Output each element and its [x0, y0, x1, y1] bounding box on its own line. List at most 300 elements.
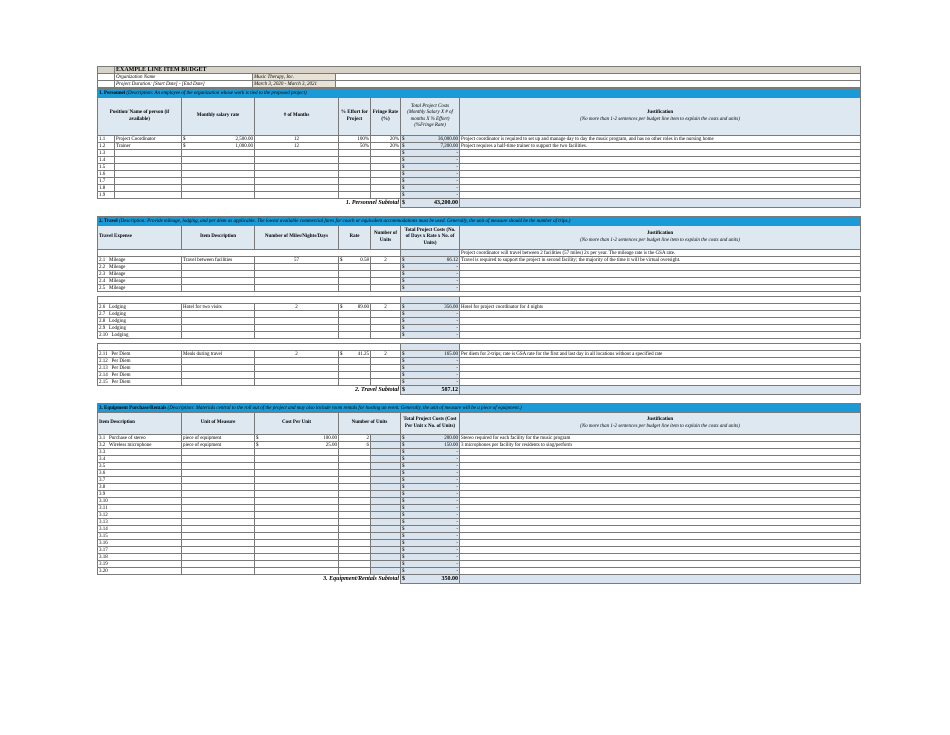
col-travel-total: Total Project Costs (No. of Days x Rate x No. of Units): [401, 226, 460, 250]
cost-cell[interactable]: [255, 470, 339, 477]
quantity-cell[interactable]: 2: [255, 351, 339, 358]
cost-cell[interactable]: [255, 568, 339, 575]
table-row: [98, 332, 861, 339]
justification-cell[interactable]: [460, 278, 861, 285]
salary-cell[interactable]: [182, 171, 255, 178]
effort-cell[interactable]: [339, 178, 371, 185]
cost-cell[interactable]: [255, 554, 339, 561]
cost-cell[interactable]: [255, 463, 339, 470]
item-description-cell[interactable]: [182, 358, 255, 365]
item-description-cell[interactable]: [182, 285, 255, 292]
months-cell[interactable]: [255, 185, 339, 192]
total-cell[interactable]: $ -: [402, 561, 458, 567]
quantity-cell[interactable]: [255, 278, 339, 285]
position-cell[interactable]: [115, 192, 182, 199]
justification-cell[interactable]: [460, 491, 861, 498]
cost-cell[interactable]: [255, 449, 339, 456]
total-cell[interactable]: $ -: [402, 463, 458, 469]
cost-cell[interactable]: [255, 456, 339, 463]
position-cell[interactable]: [115, 185, 182, 192]
fringe-cell[interactable]: [371, 185, 401, 192]
table-row: [98, 351, 861, 358]
justification-cell[interactable]: [460, 192, 861, 199]
total-cell[interactable]: $ -: [402, 554, 458, 560]
justification-cell[interactable]: [460, 264, 861, 271]
units-cell[interactable]: [371, 311, 401, 318]
total-cell[interactable]: $ -: [402, 547, 458, 553]
group-note-row: [98, 344, 861, 351]
units-cell[interactable]: [339, 449, 371, 456]
effort-cell[interactable]: [339, 185, 371, 192]
item-description-cell[interactable]: 3.17: [98, 547, 182, 554]
units-cell[interactable]: [339, 547, 371, 554]
salary-cell[interactable]: $ 2,500.00: [183, 136, 253, 142]
total-cell[interactable]: $ -: [402, 470, 458, 476]
cost-cell[interactable]: [255, 533, 339, 540]
col-equipment-justification: Justification (No more than 1-2 sentences per budget line item to explain the costs and units): [460, 413, 861, 435]
equipment-section-header: 3. Equipment Purchase/Rentals (Description: Materials central to the roll out of the project and may also include room rentals for hosting an event. Generally, the unit of measure will be a piece of equipment.): [98, 404, 861, 413]
position-cell[interactable]: [115, 171, 182, 178]
cost-cell[interactable]: [255, 561, 339, 568]
justification-cell[interactable]: 3 microphones per facility for residents to sing/perform: [460, 442, 861, 449]
total-cell[interactable]: $ -: [402, 332, 458, 338]
total-cell[interactable]: $ 36,000.00: [402, 136, 458, 142]
item-description-cell[interactable]: 3.10: [98, 498, 182, 505]
total-cell[interactable]: $ -: [402, 171, 458, 177]
quantity-cell[interactable]: [255, 325, 339, 332]
total-cell[interactable]: $ -: [402, 192, 458, 198]
item-description-cell[interactable]: 3.15: [98, 533, 182, 540]
justification-cell[interactable]: Project coordinator is required to set up and manage day to day the music program, and has no other roles in the nursing home: [460, 136, 861, 143]
total-cell[interactable]: $ 7,200.00: [402, 143, 458, 149]
cost-cell[interactable]: [255, 498, 339, 505]
months-cell[interactable]: [255, 171, 339, 178]
item-description-cell[interactable]: 3.4: [98, 456, 182, 463]
total-cell[interactable]: $ -: [402, 325, 458, 331]
rate-cell[interactable]: [339, 264, 371, 271]
item-description-cell[interactable]: 3.3: [98, 449, 182, 456]
item-description-cell[interactable]: 3.13: [98, 519, 182, 526]
item-description-cell[interactable]: Travel between facilities: [182, 257, 255, 264]
rate-cell[interactable]: [339, 325, 371, 332]
col-total: Total Project Costs (Monthly Salary X # of months X % Effort)(%Fringe Rate): [401, 98, 460, 136]
justification-cell[interactable]: [460, 365, 861, 372]
position-cell[interactable]: [115, 150, 182, 157]
justification-cell[interactable]: [460, 449, 861, 456]
total-cell[interactable]: $ -: [402, 505, 458, 511]
justification-cell[interactable]: [460, 332, 861, 339]
duration-label: Project Duration: [Start Date] - [End Date]: [115, 81, 253, 88]
justification-cell[interactable]: [460, 325, 861, 332]
duration-value[interactable]: March 3, 2020 - March 3, 2021: [253, 81, 336, 88]
units-cell[interactable]: [371, 379, 401, 386]
fringe-cell[interactable]: 20%: [371, 143, 401, 150]
total-cell[interactable]: $ -: [402, 449, 458, 455]
quantity-cell[interactable]: [255, 318, 339, 325]
units-cell[interactable]: [339, 484, 371, 491]
quantity-cell[interactable]: [255, 372, 339, 379]
position-cell[interactable]: Project Coordinator: [115, 136, 182, 143]
units-cell[interactable]: 2: [371, 304, 401, 311]
rate-cell[interactable]: $ 89.00: [340, 304, 369, 310]
salary-cell[interactable]: [182, 192, 255, 199]
rate-cell[interactable]: [339, 372, 371, 379]
units-cell[interactable]: [371, 285, 401, 292]
units-cell[interactable]: [371, 271, 401, 278]
item-description-cell[interactable]: 3.9: [98, 491, 182, 498]
cost-cell[interactable]: [255, 519, 339, 526]
effort-cell[interactable]: [339, 157, 371, 164]
table-row: [98, 264, 861, 271]
months-cell[interactable]: [255, 150, 339, 157]
rate-cell[interactable]: [339, 285, 371, 292]
unit-measure-cell[interactable]: [182, 540, 255, 547]
unit-measure-cell[interactable]: [182, 463, 255, 470]
travel-expense-cell: 2.11 Per Diem: [98, 351, 182, 358]
justification-cell[interactable]: Travel is required to support the project in second facility; the majority of the time it will be virtual oversight.: [460, 257, 861, 264]
group-note[interactable]: [460, 297, 861, 304]
justification-cell[interactable]: [460, 318, 861, 325]
units-cell[interactable]: [339, 505, 371, 512]
cost-cell[interactable]: [255, 484, 339, 491]
effort-cell[interactable]: [339, 171, 371, 178]
justification-cell[interactable]: [460, 498, 861, 505]
total-cell[interactable]: $ -: [402, 278, 458, 284]
unit-measure-cell[interactable]: [182, 449, 255, 456]
rate-cell[interactable]: [339, 332, 371, 339]
unit-measure-cell[interactable]: [182, 561, 255, 568]
fringe-cell[interactable]: [371, 171, 401, 178]
total-cell[interactable]: $ -: [402, 526, 458, 532]
units-cell[interactable]: [371, 318, 401, 325]
total-cell[interactable]: $ -: [402, 519, 458, 525]
justification-cell[interactable]: [460, 547, 861, 554]
total-cell[interactable]: $ 356.00: [402, 304, 458, 310]
unit-measure-cell[interactable]: [182, 526, 255, 533]
units-cell[interactable]: [339, 561, 371, 568]
fringe-cell[interactable]: [371, 157, 401, 164]
salary-cell[interactable]: [182, 178, 255, 185]
units-cell[interactable]: [339, 568, 371, 575]
unit-measure-cell[interactable]: [182, 491, 255, 498]
total-cell[interactable]: $ -: [402, 150, 458, 156]
units-cell[interactable]: [339, 456, 371, 463]
rate-cell[interactable]: [339, 379, 371, 386]
quantity-cell[interactable]: [255, 379, 339, 386]
row-number: 1.3: [98, 150, 115, 157]
total-cell[interactable]: $ -: [402, 379, 458, 385]
item-description-cell[interactable]: 3.5: [98, 463, 182, 470]
units-cell[interactable]: [371, 278, 401, 285]
item-description-cell[interactable]: 3.20: [98, 568, 182, 575]
units-cell[interactable]: [339, 554, 371, 561]
rate-cell[interactable]: [339, 311, 371, 318]
unit-measure-cell[interactable]: [182, 484, 255, 491]
quantity-cell[interactable]: [255, 285, 339, 292]
units-cell[interactable]: [339, 540, 371, 547]
effort-cell[interactable]: [339, 164, 371, 171]
justification-cell[interactable]: [460, 311, 861, 318]
justification-cell[interactable]: [460, 271, 861, 278]
unit-measure-cell[interactable]: [182, 533, 255, 540]
item-description-cell[interactable]: [182, 311, 255, 318]
months-cell[interactable]: 12: [255, 143, 339, 150]
units-cell[interactable]: [371, 372, 401, 379]
units-cell[interactable]: 2: [371, 351, 401, 358]
quantity-cell[interactable]: [255, 271, 339, 278]
total-cell[interactable]: $ -: [402, 491, 458, 497]
months-cell[interactable]: [255, 192, 339, 199]
item-description-cell[interactable]: 3.1 Purchase of stereo: [98, 435, 182, 442]
justification-cell[interactable]: [460, 505, 861, 512]
total-cell[interactable]: $ -: [402, 178, 458, 184]
units-cell[interactable]: [371, 332, 401, 339]
total-cell[interactable]: $ -: [402, 264, 458, 270]
item-description-cell[interactable]: 3.16: [98, 540, 182, 547]
total-cell[interactable]: $ 150.00: [402, 442, 458, 448]
justification-cell[interactable]: [460, 164, 861, 171]
units-cell[interactable]: [371, 264, 401, 271]
total-cell[interactable]: $ -: [402, 358, 458, 364]
justification-cell[interactable]: [460, 470, 861, 477]
table-row: [98, 540, 861, 547]
row-number: 1.9: [98, 192, 115, 199]
units-cell[interactable]: [339, 491, 371, 498]
cost-cell[interactable]: [255, 512, 339, 519]
units-cell[interactable]: [339, 526, 371, 533]
total-cell[interactable]: $ -: [402, 484, 458, 490]
total-cell[interactable]: $ -: [402, 512, 458, 518]
quantity-cell[interactable]: 57: [255, 257, 339, 264]
total-cell[interactable]: $ -: [402, 568, 458, 574]
total-cell[interactable]: $ -: [402, 540, 458, 546]
quantity-cell[interactable]: [255, 365, 339, 372]
item-description-cell[interactable]: [182, 325, 255, 332]
units-cell[interactable]: [371, 325, 401, 332]
fringe-cell[interactable]: [371, 192, 401, 199]
unit-measure-cell[interactable]: [182, 456, 255, 463]
personnel-subtotal: $ 43,200.00: [402, 200, 458, 206]
justification-cell[interactable]: [460, 285, 861, 292]
total-cell[interactable]: $ -: [402, 533, 458, 539]
justification-cell[interactable]: [460, 358, 861, 365]
total-cell[interactable]: $ -: [402, 372, 458, 378]
group-note[interactable]: Project coordinator will travel between 2 facilities (57 miles) 2x per year. The mileage rate is the GSA rate.: [460, 250, 861, 257]
unit-measure-cell[interactable]: [182, 568, 255, 575]
fringe-cell[interactable]: [371, 150, 401, 157]
effort-cell[interactable]: [339, 192, 371, 199]
unit-measure-cell[interactable]: [182, 512, 255, 519]
justification-cell[interactable]: [460, 157, 861, 164]
justification-cell[interactable]: [460, 456, 861, 463]
rate-cell[interactable]: [339, 271, 371, 278]
units-cell[interactable]: [339, 498, 371, 505]
units-cell[interactable]: [371, 365, 401, 372]
justification-cell[interactable]: [460, 463, 861, 470]
effort-cell[interactable]: 100%: [339, 136, 371, 143]
effort-cell[interactable]: 50%: [339, 143, 371, 150]
justification-cell[interactable]: [460, 372, 861, 379]
cost-cell[interactable]: $ 25.00: [256, 442, 337, 448]
justification-cell[interactable]: [460, 379, 861, 386]
unit-measure-cell[interactable]: piece of equipment: [182, 442, 255, 449]
justification-cell[interactable]: [460, 568, 861, 575]
unit-measure-cell[interactable]: piece of equipment: [182, 435, 255, 442]
units-cell[interactable]: [339, 533, 371, 540]
total-cell[interactable]: $ -: [402, 157, 458, 163]
total-cell[interactable]: $ -: [402, 498, 458, 504]
justification-cell[interactable]: Per diem for 2-trips; rate is GSA rate for the first and last day in all locations without a specified rate: [460, 351, 861, 358]
item-description-cell[interactable]: 3.14: [98, 526, 182, 533]
row-number: 1.7: [98, 178, 115, 185]
unit-measure-cell[interactable]: [182, 498, 255, 505]
fringe-cell[interactable]: 20%: [371, 136, 401, 143]
fringe-cell[interactable]: [371, 178, 401, 185]
justification-cell[interactable]: [460, 178, 861, 185]
cost-cell[interactable]: [255, 540, 339, 547]
cost-cell[interactable]: [255, 505, 339, 512]
total-cell[interactable]: $ 66.12: [402, 257, 458, 263]
rate-cell[interactable]: [339, 358, 371, 365]
salary-cell[interactable]: $ 1,000.00: [183, 143, 253, 149]
total-cell[interactable]: $ -: [402, 164, 458, 170]
justification-cell[interactable]: [460, 185, 861, 192]
table-row: [98, 178, 861, 185]
salary-cell[interactable]: [182, 164, 255, 171]
item-description-cell[interactable]: [182, 379, 255, 386]
rate-cell[interactable]: [339, 278, 371, 285]
item-description-cell[interactable]: 3.19: [98, 561, 182, 568]
item-description-cell[interactable]: 3.7: [98, 477, 182, 484]
months-cell[interactable]: 12: [255, 136, 339, 143]
unit-measure-cell[interactable]: [182, 477, 255, 484]
table-row: [98, 379, 861, 386]
cost-cell[interactable]: [255, 526, 339, 533]
units-cell[interactable]: [371, 358, 401, 365]
item-description-cell[interactable]: [182, 278, 255, 285]
justification-cell[interactable]: [460, 526, 861, 533]
cost-cell[interactable]: [255, 547, 339, 554]
total-cell[interactable]: $ 165.00: [402, 351, 458, 357]
unit-measure-cell[interactable]: [182, 547, 255, 554]
units-cell[interactable]: [339, 470, 371, 477]
justification-cell[interactable]: [460, 540, 861, 547]
item-description-cell[interactable]: 3.18: [98, 554, 182, 561]
total-cell[interactable]: $ 200.00: [402, 435, 458, 441]
item-description-cell[interactable]: [182, 264, 255, 271]
position-cell[interactable]: [115, 178, 182, 185]
justification-cell[interactable]: [460, 150, 861, 157]
table-row: [98, 568, 861, 575]
quantity-cell[interactable]: [255, 358, 339, 365]
salary-cell[interactable]: [182, 150, 255, 157]
units-cell[interactable]: [339, 463, 371, 470]
item-description-cell[interactable]: 3.8: [98, 484, 182, 491]
units-cell[interactable]: 2: [371, 257, 401, 264]
justification-cell[interactable]: [460, 484, 861, 491]
item-description-cell[interactable]: [182, 372, 255, 379]
group-note[interactable]: [460, 344, 861, 351]
units-cell[interactable]: [339, 477, 371, 484]
item-description-cell[interactable]: 3.12: [98, 512, 182, 519]
salary-cell[interactable]: [182, 185, 255, 192]
justification-cell[interactable]: [460, 561, 861, 568]
total-cell[interactable]: $ -: [402, 318, 458, 324]
unit-measure-cell[interactable]: [182, 470, 255, 477]
position-cell[interactable]: Trainer: [115, 143, 182, 150]
position-cell[interactable]: [115, 164, 182, 171]
item-description-cell[interactable]: [182, 271, 255, 278]
total-cell[interactable]: $ -: [402, 365, 458, 371]
rate-cell[interactable]: $ 41.25: [340, 351, 369, 357]
total-cell[interactable]: $ -: [402, 285, 458, 291]
quantity-cell[interactable]: [255, 311, 339, 318]
table-row: [98, 304, 861, 311]
months-cell[interactable]: [255, 157, 339, 164]
unit-measure-cell[interactable]: [182, 505, 255, 512]
rate-cell[interactable]: [339, 365, 371, 372]
rate-cell[interactable]: [339, 318, 371, 325]
unit-measure-cell[interactable]: [182, 554, 255, 561]
justification-cell[interactable]: [460, 533, 861, 540]
justification-cell[interactable]: [460, 171, 861, 178]
rate-cell[interactable]: $ 0.58: [340, 257, 369, 263]
total-cell[interactable]: $ -: [402, 271, 458, 277]
item-description-cell[interactable]: [182, 332, 255, 339]
justification-cell[interactable]: Stereo required for each facility for the music program: [460, 435, 861, 442]
cost-cell[interactable]: $ 100.00: [256, 435, 337, 441]
total-cell[interactable]: $ -: [402, 477, 458, 483]
item-description-cell[interactable]: Meals during travel: [182, 351, 255, 358]
item-description-cell[interactable]: [182, 318, 255, 325]
table-row: [98, 512, 861, 519]
justification-cell[interactable]: [460, 519, 861, 526]
item-description-cell[interactable]: [182, 365, 255, 372]
item-description-cell[interactable]: 3.11: [98, 505, 182, 512]
units-cell[interactable]: 2: [339, 435, 371, 442]
item-description-cell[interactable]: Hotel for two visits: [182, 304, 255, 311]
travel-expense-cell: 2.3 Mileage: [98, 271, 182, 278]
justification-cell[interactable]: [460, 554, 861, 561]
unit-measure-cell[interactable]: [182, 519, 255, 526]
quantity-cell[interactable]: [255, 332, 339, 339]
total-cell[interactable]: $ -: [402, 456, 458, 462]
item-description-cell[interactable]: 3.2 Wireless microphone: [98, 442, 182, 449]
units-cell[interactable]: [339, 512, 371, 519]
justification-cell[interactable]: Project requires a half-time trainer to support the two facilities.: [460, 143, 861, 150]
justification-cell[interactable]: Hotel for project coordinator for 4 nights: [460, 304, 861, 311]
cost-cell[interactable]: [255, 477, 339, 484]
units-cell[interactable]: [339, 519, 371, 526]
units-cell[interactable]: 6: [339, 442, 371, 449]
effort-cell[interactable]: [339, 150, 371, 157]
total-cell[interactable]: $ -: [402, 185, 458, 191]
row-number: 1.6: [98, 171, 115, 178]
quantity-cell[interactable]: [255, 264, 339, 271]
fringe-cell[interactable]: [371, 164, 401, 171]
salary-cell[interactable]: [182, 157, 255, 164]
position-cell[interactable]: [115, 157, 182, 164]
cost-cell[interactable]: [255, 491, 339, 498]
org-value[interactable]: Music Therapy, Inc.: [253, 74, 336, 81]
months-cell[interactable]: [255, 178, 339, 185]
quantity-cell[interactable]: 2: [255, 304, 339, 311]
justification-cell[interactable]: [460, 512, 861, 519]
item-description-cell[interactable]: 3.6: [98, 470, 182, 477]
justification-cell[interactable]: [460, 477, 861, 484]
months-cell[interactable]: [255, 164, 339, 171]
total-cell[interactable]: $ -: [402, 311, 458, 317]
